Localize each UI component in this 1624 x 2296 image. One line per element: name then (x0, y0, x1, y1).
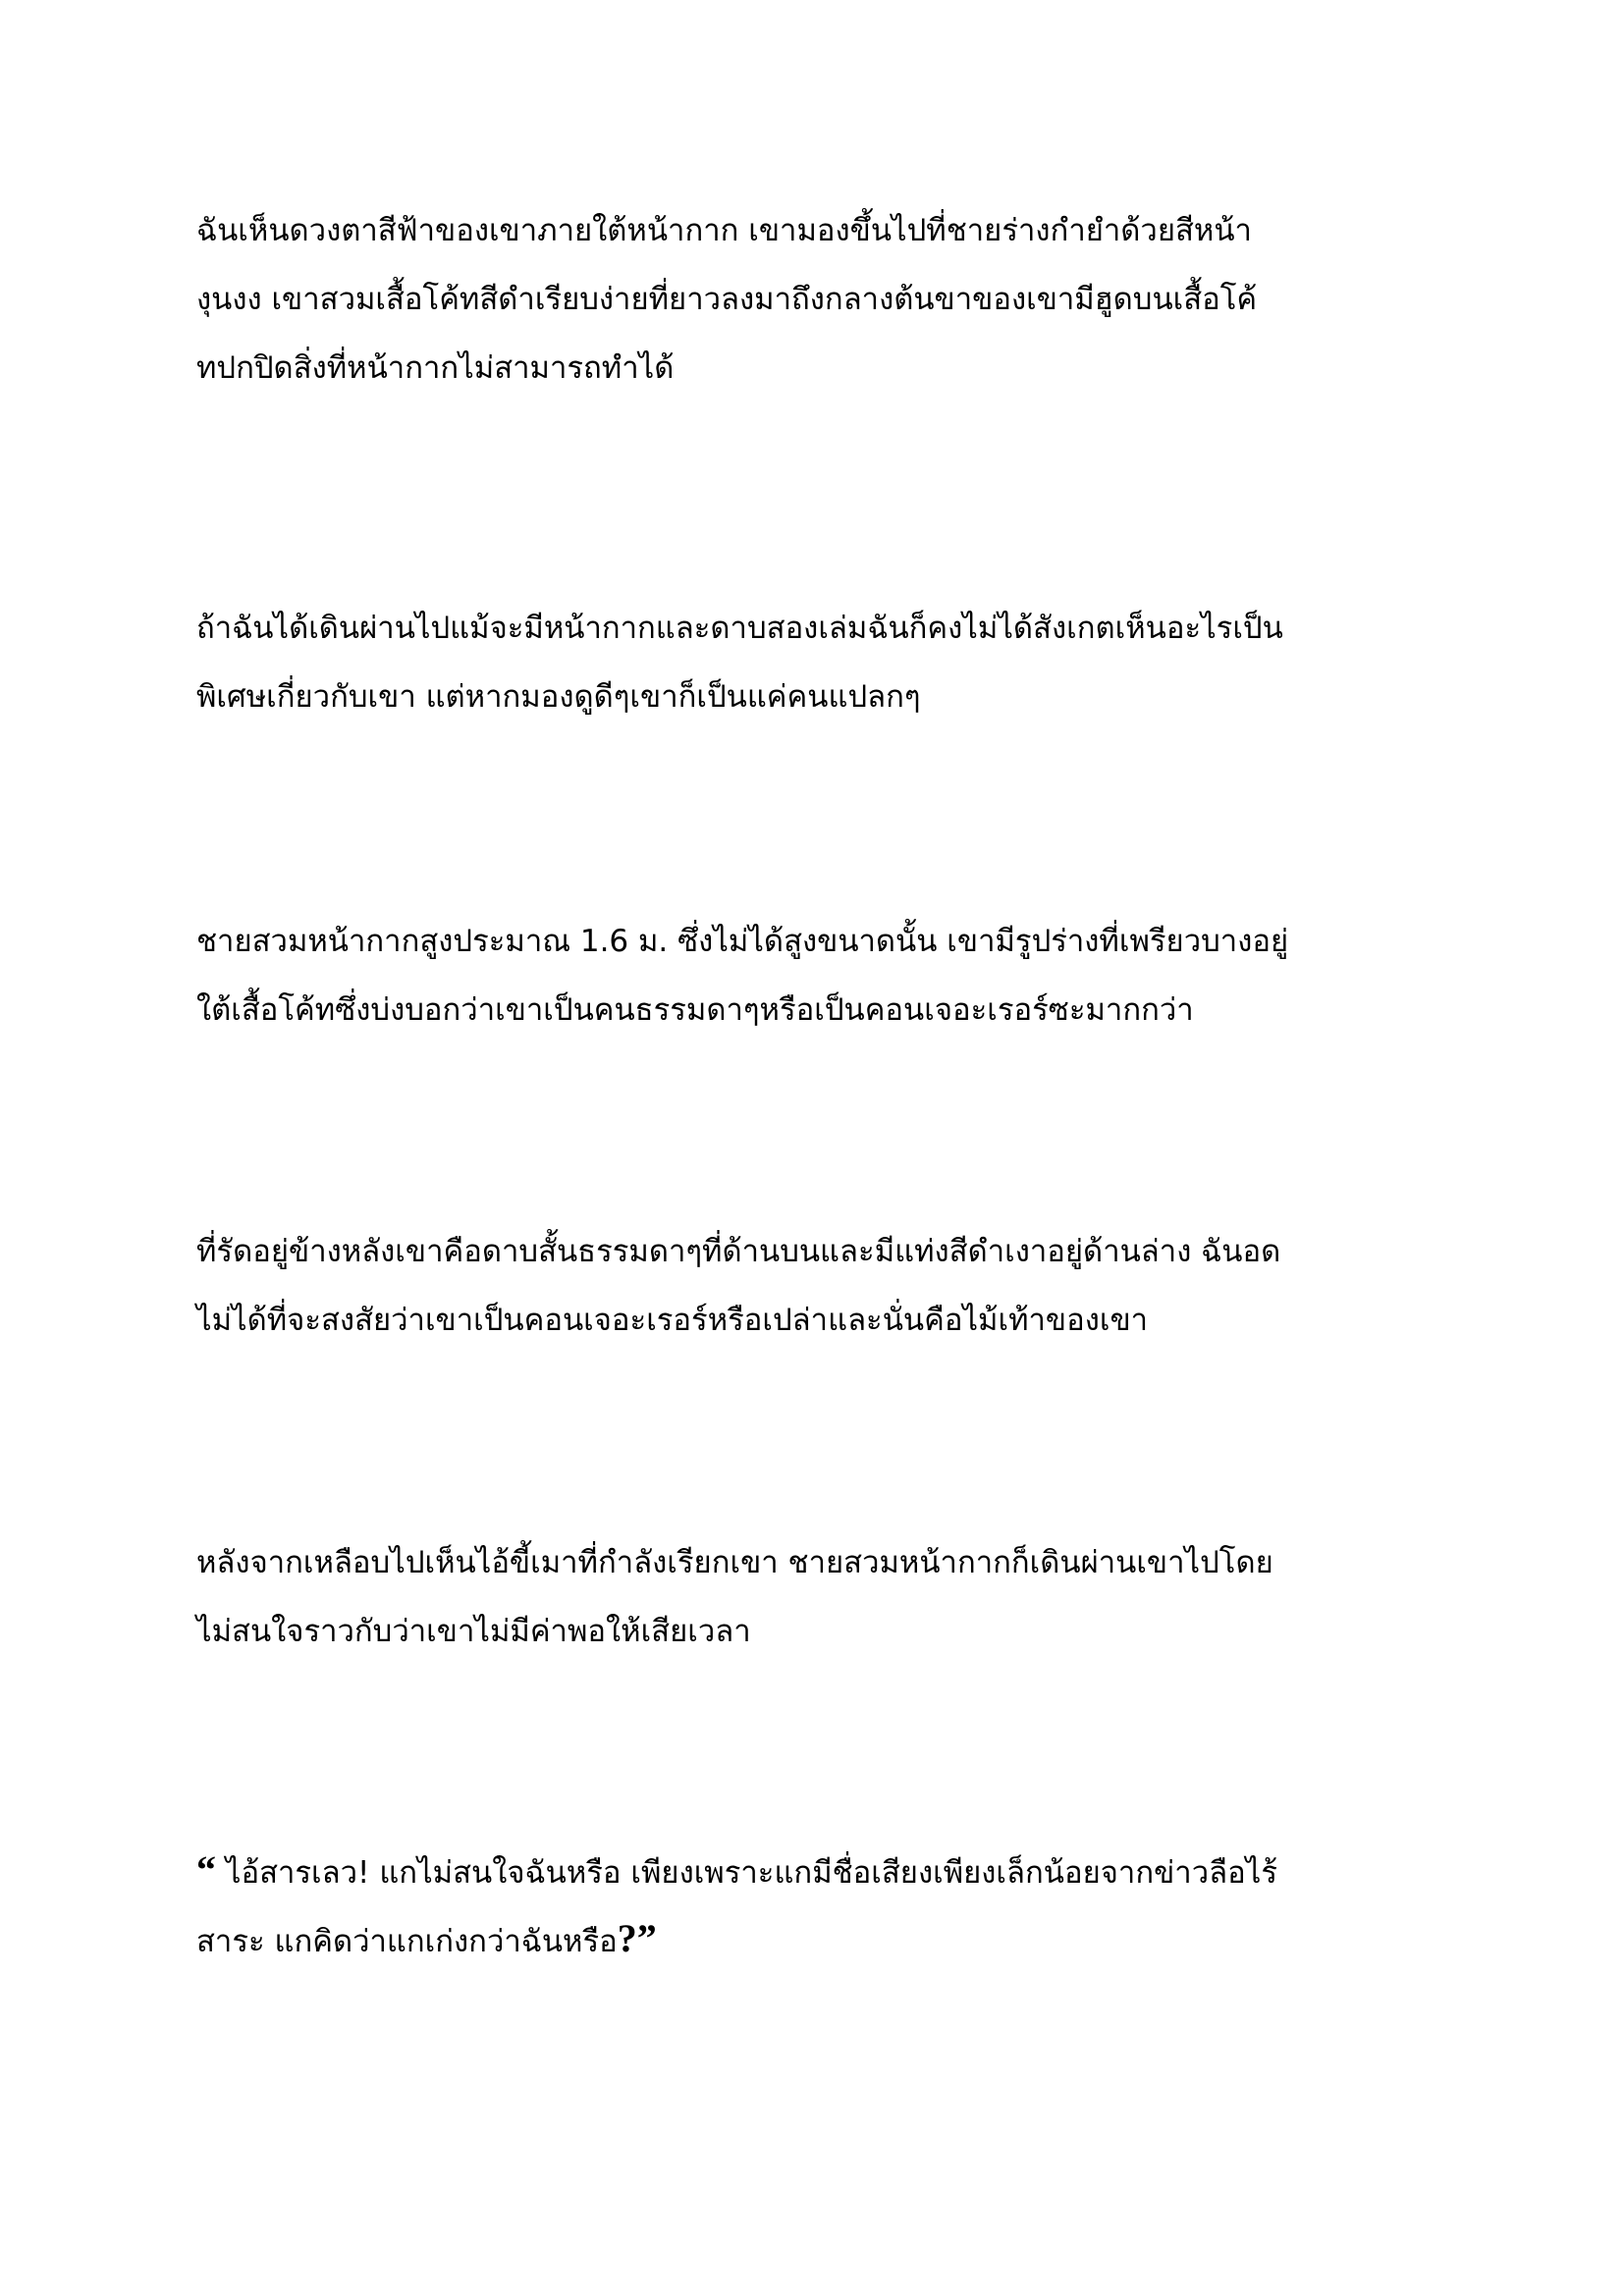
dialogue-line-1 (196, 1836, 1473, 1904)
dialogue-text-1: ไอ้สารเลว! แกไม่สนใจฉันหรือ เพียงเพราะแกมีชื่อเสียงเพียงเล็กน้อยจากข่าวลือไร้ (216, 1855, 1277, 1891)
dialogue-text-2: สาระ แกคิดว่าแกเก่งกว่าฉันหรือ (196, 1924, 618, 1959)
paragraph-5 (196, 1528, 1473, 1666)
paragraph-line: ไม่สนใจราวกับว่าเขาไม่มีค่าพอให้เสียเวลา (196, 1614, 751, 1649)
paragraph-4 (196, 1217, 1473, 1355)
paragraph-line: ถ้าฉันได้เดินผ่านไปแม้จะมีหน้ากากและดาบสองเล่มฉันก็คงไม่ได้สังเกตเห็นอะไรเป็น (196, 611, 1283, 646)
dialogue-line-2 (196, 1904, 1473, 1973)
paragraph-line: ไม่ได้ที่จะสงสัยว่าเขาเป็นคอนเจอะเรอร์หรือเปล่าและนั่นคือไม้เท้าของเขา (196, 1303, 1149, 1338)
paragraph-line: พิเศษเกี่ยวกับเขา แต่หากมองดูดีๆเขาก็เป็นแค่คนแปลกๆ (196, 679, 921, 715)
open-quote-mark: “ (196, 1847, 216, 1892)
paragraph-line: ชายสวมหน้ากากสูงประมาณ 1.6 ม. ซึ่งไม่ได้สูงขนาดนั้น เขามีรูปร่างที่เพรียวบางอยู่ (196, 924, 1289, 959)
paragraph-1 (196, 196, 1473, 402)
paragraph-2 (196, 594, 1473, 731)
paragraph-3 (196, 907, 1473, 1044)
paragraph-line: ใต้เสื้อโค้ทซึ่งบ่งบอกว่าเขาเป็นคนธรรมดาๆหรือเป็นคอนเจอะเรอร์ซะมากกว่า (196, 992, 1194, 1028)
paragraph-line: หลังจากเหลือบไปเห็นไอ้ขี้เมาที่กำลังเรียกเขา ชายสวมหน้ากากก็เดินผ่านเขาไปโดย (196, 1545, 1273, 1580)
close-quote-mark: ?” (617, 1916, 657, 1960)
paragraph-line: งุนงง เขาสวมเสื้อโค้ทสีดำเรียบง่ายที่ยาวลงมาถึงกลางต้นขาของเขามีฮูดบนเสื้อโค้ (196, 282, 1258, 317)
dialogue-paragraph (196, 1836, 1473, 1973)
paragraph-line: ทปกปิดสิ่งที่หน้ากากไม่สามารถทำได้ (196, 350, 675, 386)
paragraph-line: ฉันเห็นดวงตาสีฟ้าของเขาภายใต้หน้ากาก เขามองขึ้นไปที่ชายร่างกำยำด้วยสีหน้า (196, 213, 1252, 248)
paragraph-line: ที่รัดอยู่ข้างหลังเขาคือดาบสั้นธรรมดาๆที่ด้านบนและมีแท่งสีดำเงาอยู่ด้านล่าง ฉันอด (196, 1234, 1281, 1269)
